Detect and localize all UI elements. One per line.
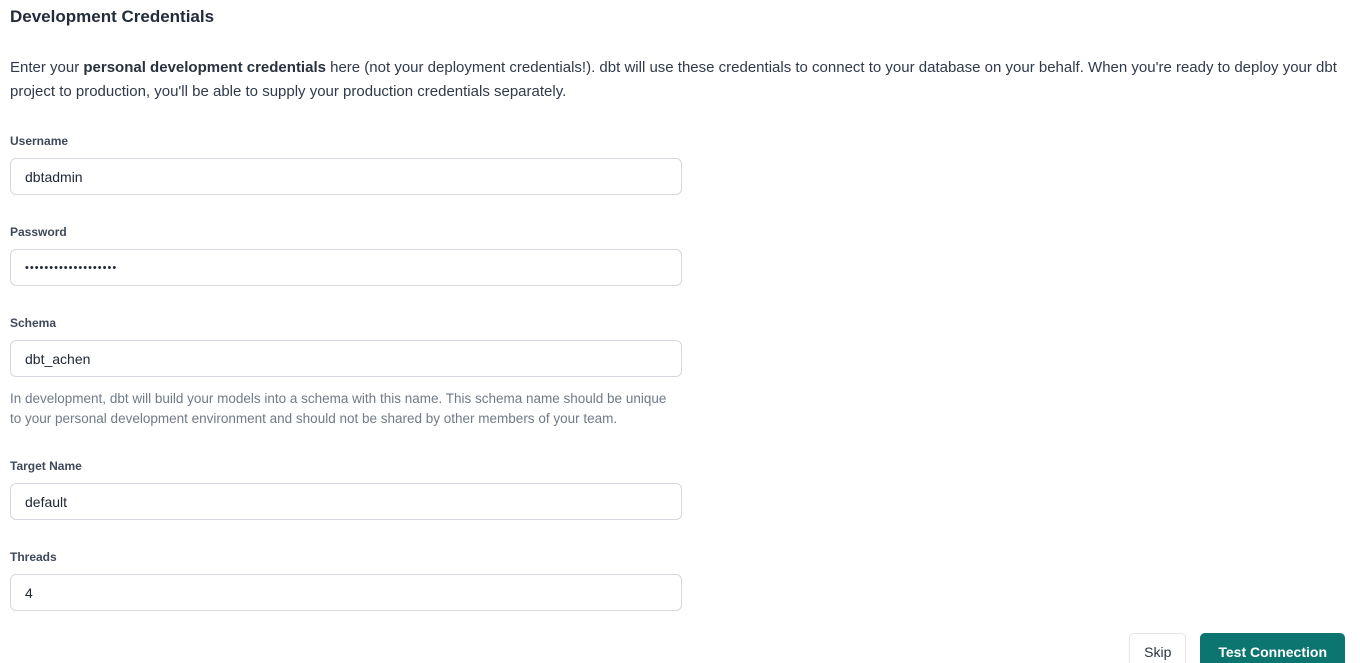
intro-paragraph <box>10 56 1342 104</box>
password-input[interactable] <box>10 249 682 286</box>
page-title: Development Credentials <box>10 7 215 26</box>
target-name-input[interactable] <box>10 483 682 520</box>
schema-input[interactable] <box>10 340 682 377</box>
footer-actions <box>10 633 1350 663</box>
threads-field-group <box>10 550 682 611</box>
schema-label: Schema <box>10 316 57 330</box>
username-input[interactable] <box>10 158 682 195</box>
password-label: Password <box>10 225 67 239</box>
username-label: Username <box>10 134 69 148</box>
target-name-field-group <box>10 459 682 520</box>
schema-help-text: In development, dbt will build your models into a schema with this name. This schema name should be unique to your personal development environment and should not be shared by other members of your team. <box>10 391 667 426</box>
target-name-label: Target Name <box>10 459 82 473</box>
username-field-group <box>10 134 682 195</box>
skip-button[interactable]: Skip <box>1129 633 1186 663</box>
threads-label: Threads <box>10 550 57 564</box>
intro-text-after: here (not your deployment credentials!). dbt will use these credentials to connect to your database on your behalf. When you're ready to deploy your dbt project to production, you'll be able to supply your production credentials separately. <box>10 59 1337 100</box>
test-connection-button[interactable]: Test Connection <box>1200 633 1345 663</box>
intro-text-bold: personal development credentials <box>83 59 326 76</box>
password-field-group <box>10 225 682 286</box>
intro-text-before: Enter your <box>10 59 84 76</box>
schema-field-group <box>10 316 682 429</box>
threads-input[interactable] <box>10 574 682 611</box>
